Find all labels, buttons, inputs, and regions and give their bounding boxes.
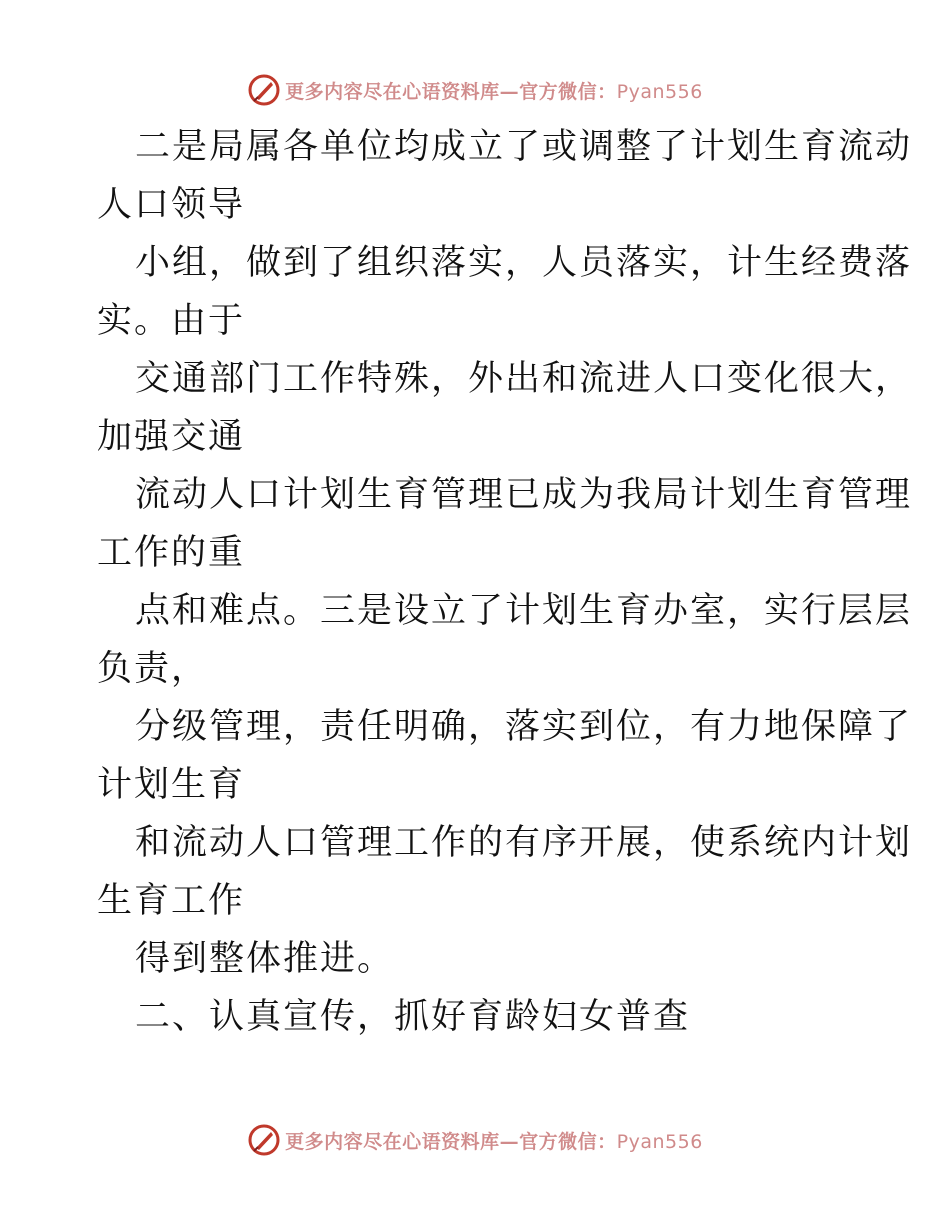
text-line: 实。由于	[97, 301, 246, 341]
red-quill-logo-icon	[247, 1123, 281, 1157]
footer-watermark	[0, 1118, 950, 1162]
text-line: 和流动人口管理工作的有序开展，使系统内计划	[135, 823, 913, 863]
text-line: 交通部门工作特殊，外出和流进人口变化很大，	[135, 359, 913, 399]
header-watermark	[0, 68, 950, 112]
watermark-text: 更多内容尽在心语资料库—官方微信：Pyan556	[285, 1130, 703, 1153]
red-quill-logo-icon	[247, 73, 281, 107]
text-line: 工作的重	[97, 533, 246, 573]
document-body	[97, 118, 913, 1046]
text-line: 计划生育	[97, 765, 246, 805]
watermark-text: 更多内容尽在心语资料库—官方微信：Pyan556	[285, 80, 703, 103]
text-line: 点和难点。三是设立了计划生育办室，实行层层	[135, 591, 913, 631]
text-line: 人口领导	[97, 185, 246, 225]
text-line: 负责，	[97, 649, 209, 689]
text-line: 得到整体推进。	[135, 939, 395, 979]
text-line: 流动人口计划生育管理已成为我局计划生育管理	[135, 475, 913, 515]
section-heading: 二、认真宣传，抓好育龄妇女普查	[135, 997, 691, 1037]
text-line: 生育工作	[97, 881, 246, 921]
text-line: 加强交通	[97, 417, 246, 457]
text-line: 小组，做到了组织落实，人员落实，计生经费落	[135, 243, 913, 283]
text-line: 二是局属各单位均成立了或调整了计划生育流动	[135, 127, 913, 167]
text-line: 分级管理，责任明确，落实到位，有力地保障了	[135, 707, 913, 747]
